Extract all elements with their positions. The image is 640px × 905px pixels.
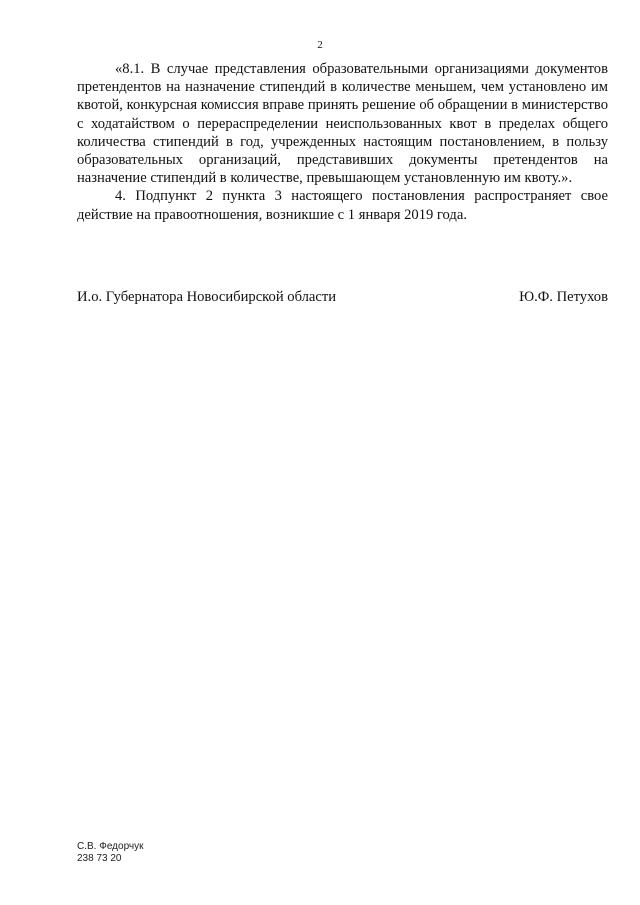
paragraph-4: 4. Подпункт 2 пункта 3 настоящего постановления распространяет свое действие на правоотношения, возникшие с 1 января 2019 года. <box>77 188 608 223</box>
executor-name: С.В. Федорчук <box>77 841 144 852</box>
signatory-name: Ю.Ф. Петухов <box>519 289 608 305</box>
signatory-position: И.о. Губернатора Новосибирской области <box>77 289 337 305</box>
page-number: 2 <box>317 39 323 51</box>
signature-block <box>77 288 608 306</box>
executor-phone: 238 73 20 <box>77 853 122 864</box>
executor-block <box>77 841 144 865</box>
document-body <box>77 60 608 224</box>
paragraph-8-1: «8.1. В случае представления образовательными организациями документов претендентов на назначение стипендий в количестве меньшем, чем установлено им квотой, конкурсная комиссия вправе принять решение об обращении в министерство с ходатайством о перераспределении неиспользованных квот в пределах общего количества стипендий в год, учрежденных настоящим постановлением, в пользу образовательных организаций, представивших документы претендентов на назначение стипендий в количестве, превышающем установленную им квоту.». <box>77 61 608 187</box>
